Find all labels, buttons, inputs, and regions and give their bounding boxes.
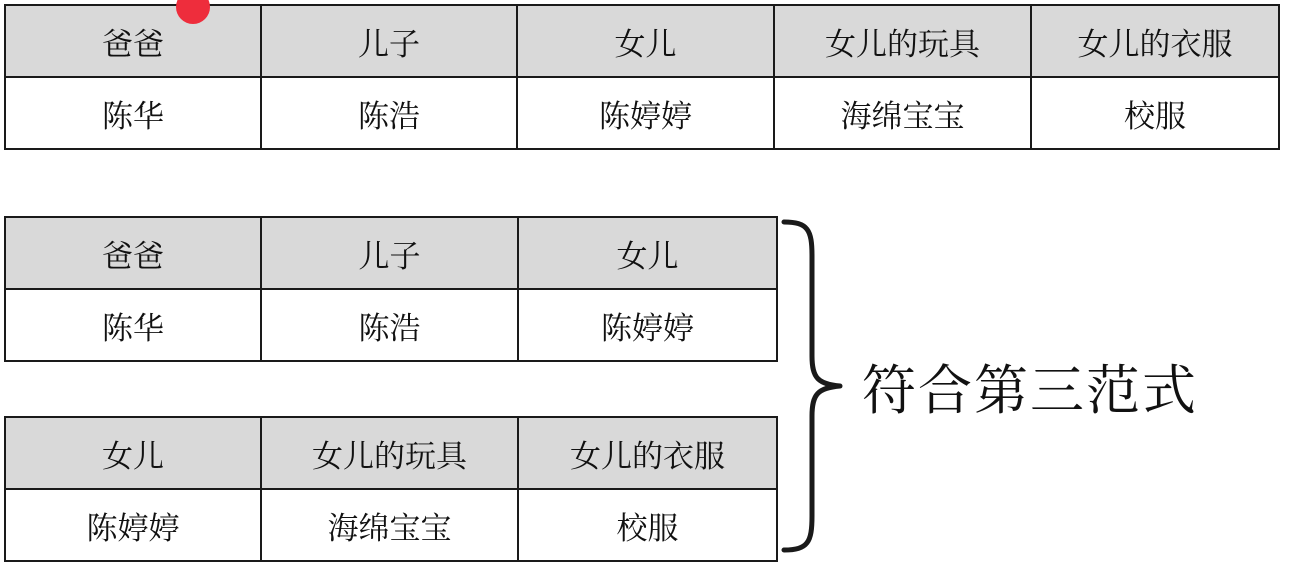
table-cell: 校服 [518,489,777,561]
table-row [5,417,777,489]
table-cell: 校服 [1031,77,1279,149]
table-header-cell: 女儿的衣服 [1031,5,1279,77]
table-cell: 陈婷婷 [518,289,777,361]
table-header-cell: 儿子 [261,217,518,289]
table-row [5,217,777,289]
table-header-cell: 儿子 [261,5,517,77]
curly-brace-icon [778,216,858,556]
table-header-cell: 爸爸 [5,5,261,77]
table-row [5,489,777,561]
table-header-cell: 女儿 [5,417,261,489]
table-cell: 陈婷婷 [517,77,774,149]
table-row [5,289,777,361]
table-header-cell: 女儿 [517,5,774,77]
table-header-cell: 女儿 [518,217,777,289]
table-row [5,77,1279,149]
table-header-cell: 女儿的玩具 [261,417,518,489]
table-cell: 海绵宝宝 [261,489,518,561]
table-daughter [4,416,778,562]
table-cell: 海绵宝宝 [774,77,1031,149]
table-cell: 陈华 [5,77,261,149]
table-header-cell: 女儿的衣服 [518,417,777,489]
table-cell: 陈婷婷 [5,489,261,561]
table-cell: 陈浩 [261,77,517,149]
table-person [4,216,778,362]
table-combined-unnormalized [4,4,1280,150]
table-cell: 陈浩 [261,289,518,361]
table-header-cell: 爸爸 [5,217,261,289]
table-header-cell: 女儿的玩具 [774,5,1031,77]
table-cell: 陈华 [5,289,261,361]
annotation-text: 符合第三范式 [862,361,1198,421]
